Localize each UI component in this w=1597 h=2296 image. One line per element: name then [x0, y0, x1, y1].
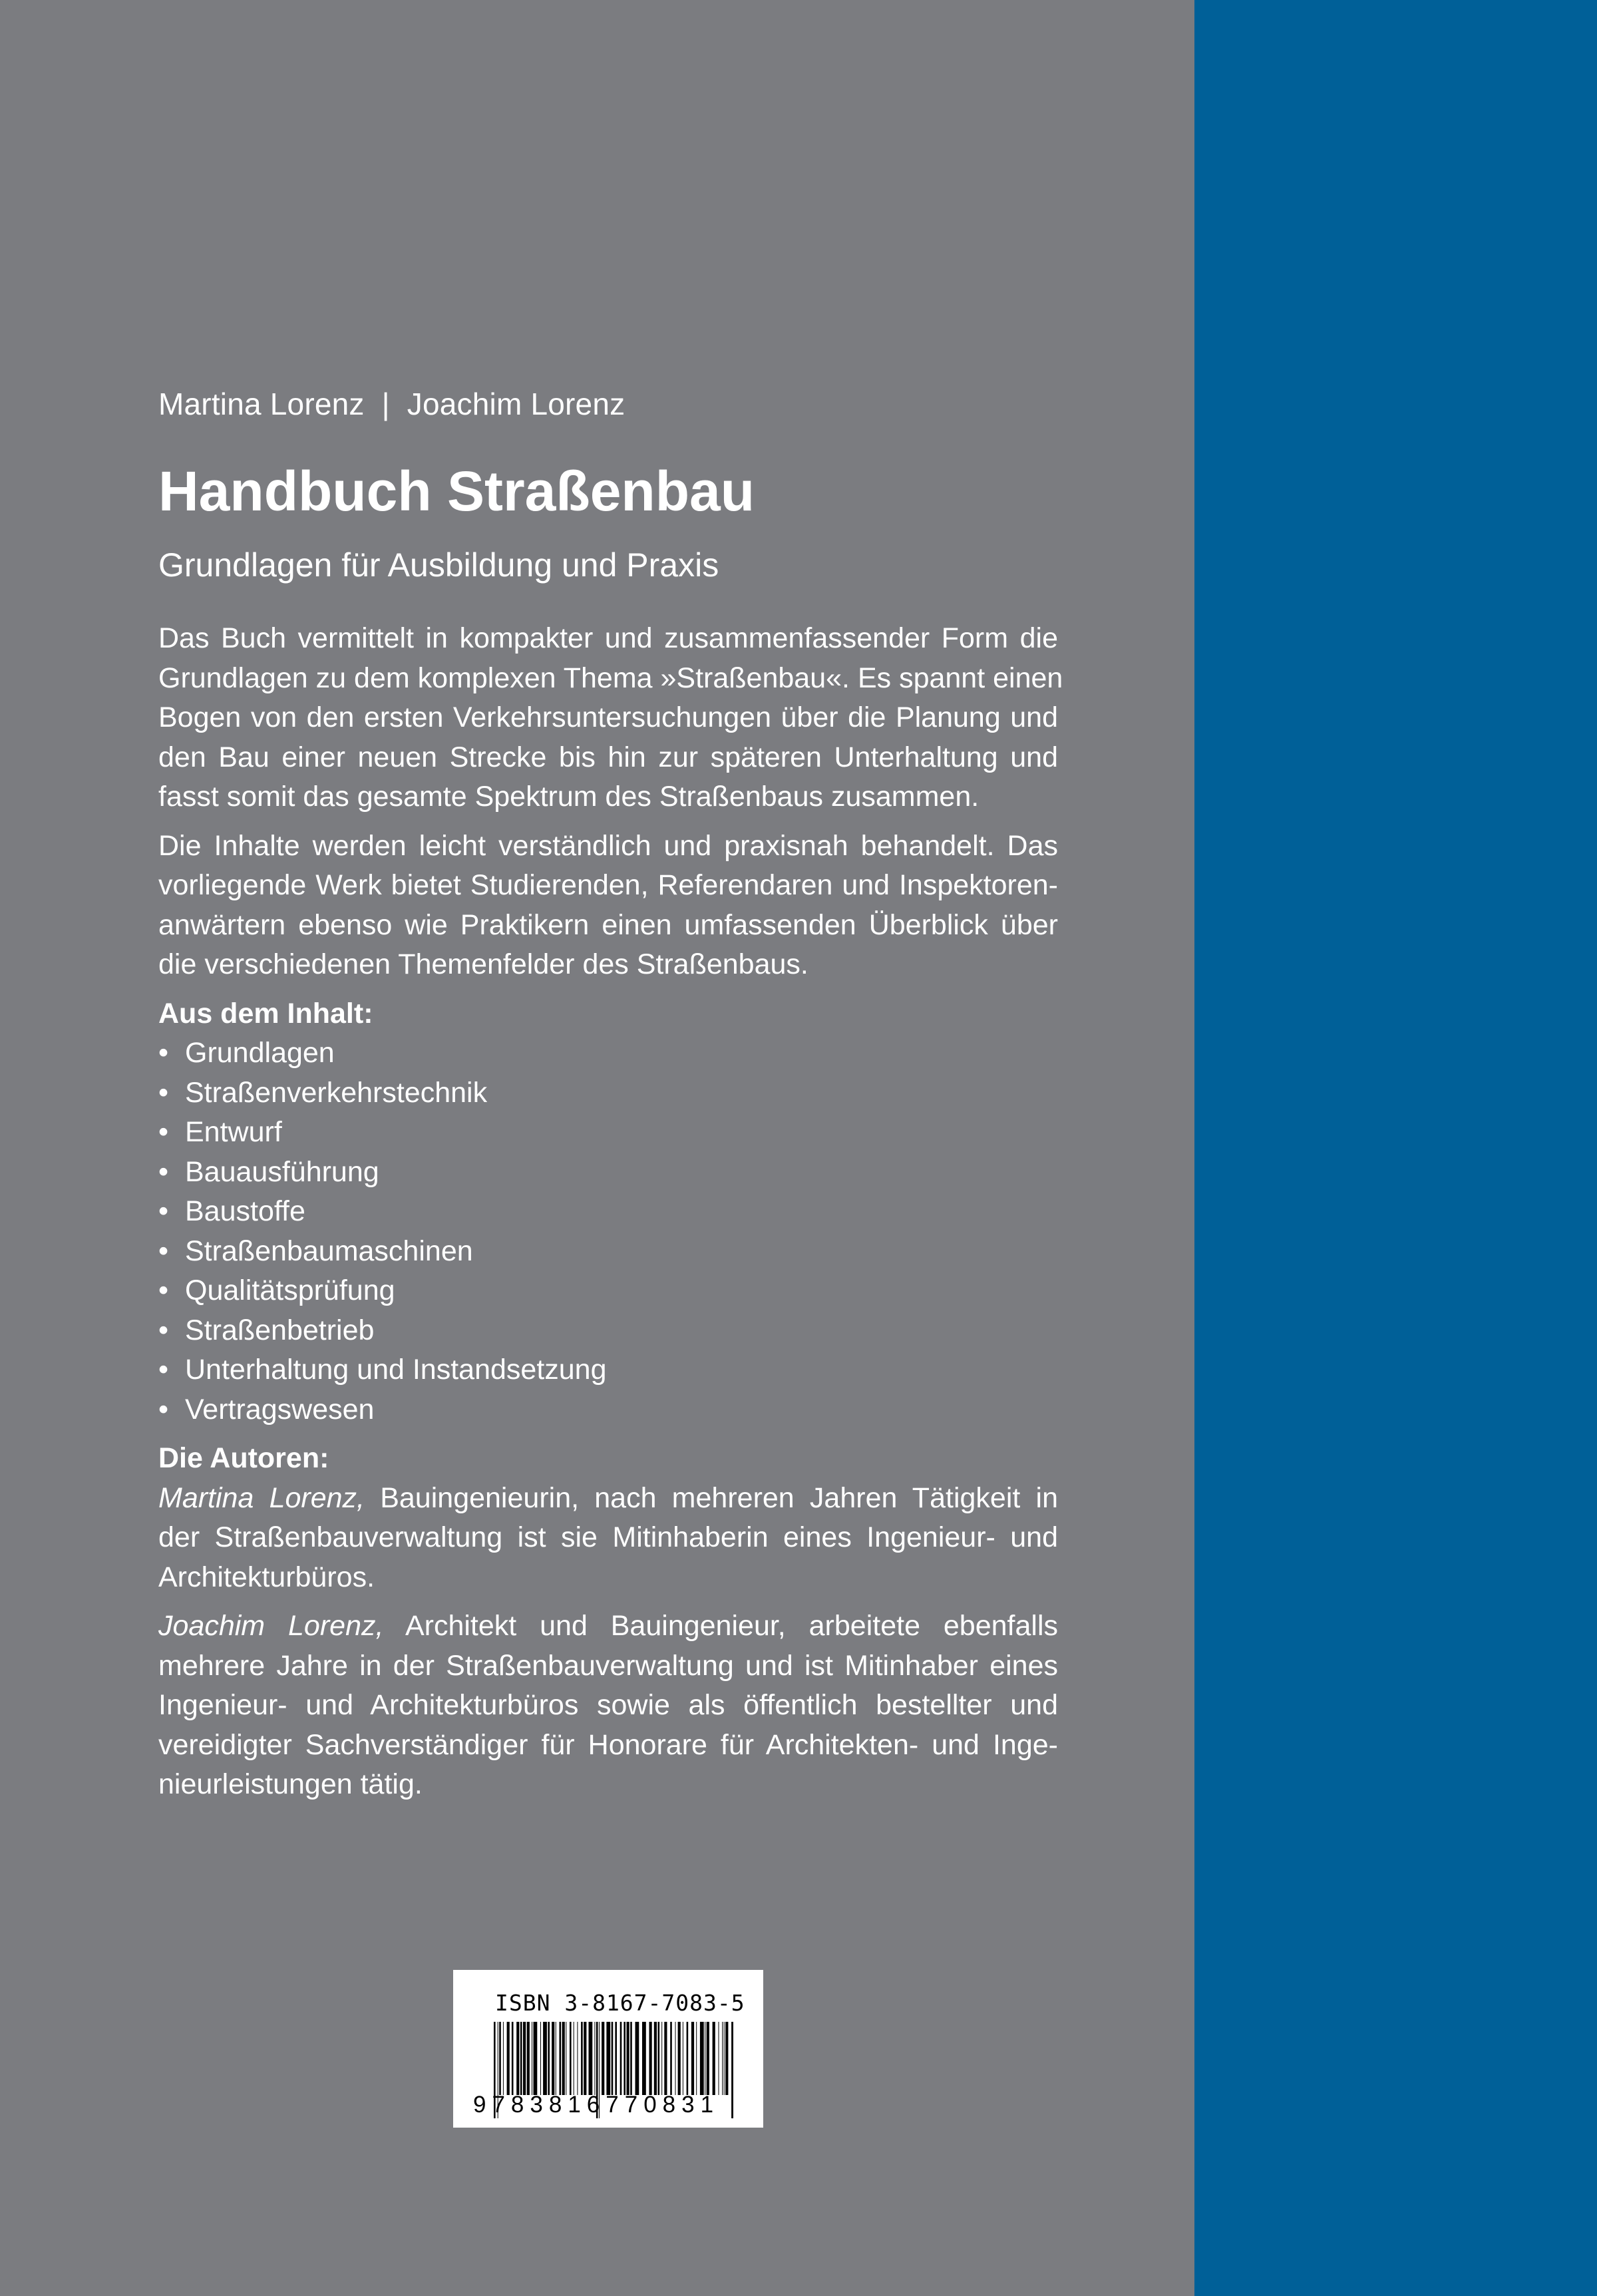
- barcode-bar: [664, 2022, 667, 2095]
- barcode-bar: [724, 2022, 725, 2095]
- description-paragraph: [158, 619, 1063, 817]
- barcode-bar: [523, 2022, 526, 2095]
- barcode-bar: [731, 2022, 733, 2118]
- list-item: [158, 1311, 1058, 1351]
- list-item: [158, 1390, 1058, 1430]
- barcode-bar: [581, 2022, 583, 2095]
- text-line: fasst somit das gesamte Spektrum des Straßenbaus zusammen.: [158, 781, 979, 813]
- list-item-label: Baustoffe: [185, 1195, 305, 1227]
- barcode-bar: [725, 2022, 728, 2095]
- text-segment: Architekturbüros.: [158, 1561, 375, 1593]
- barcode-bar: [520, 2022, 522, 2095]
- barcode-bar: [713, 2022, 715, 2095]
- bullet-icon: •: [158, 1314, 169, 1346]
- text-segment: Bauingenieurin, nach mehreren Jahren Tätigkeit in: [365, 1481, 1058, 1514]
- barcode-bar: [594, 2022, 595, 2095]
- barcode-bar: [700, 2022, 704, 2095]
- barcode-bar: [623, 2022, 625, 2095]
- text-line: [158, 1726, 1058, 1766]
- barcode-bar: [627, 2022, 629, 2095]
- barcode-bar: [670, 2022, 672, 2095]
- bullet-icon: •: [158, 1037, 169, 1069]
- list-item-label: Unterhaltung und Instandsetzung: [185, 1354, 607, 1386]
- text-segment: nieurleistungen tätig.: [158, 1768, 423, 1800]
- barcode-bar: [570, 2022, 572, 2095]
- text-segment: mehrere Jahre in der Straßenbauverwaltung und ist Mitinhaber eines: [158, 1649, 1058, 1682]
- author-name: Joachim Lorenz: [407, 387, 625, 421]
- barcode-bar: [635, 2022, 639, 2095]
- text-segment: der Straßenbauverwaltung ist sie Mitinhaberin eines Ingenieur- und: [158, 1521, 1058, 1553]
- author-bio: [158, 1607, 1058, 1805]
- barcode-bar: [552, 2022, 554, 2095]
- list-item: [158, 1232, 1058, 1272]
- author-bio: [158, 1479, 1058, 1598]
- bullet-icon: •: [158, 1195, 169, 1227]
- barcode-bar: [540, 2022, 541, 2095]
- barcode-bar: [534, 2022, 538, 2095]
- barcode-bar: [606, 2022, 610, 2095]
- text-line: [158, 1558, 1058, 1598]
- list-item-label: Bauausführung: [185, 1155, 379, 1188]
- bullet-icon: •: [158, 1354, 169, 1386]
- barcode-bar: [642, 2022, 646, 2095]
- barcode-bar: [602, 2022, 604, 2095]
- text-line: [158, 1607, 1058, 1646]
- contents-list: [158, 1034, 1058, 1430]
- barcode-bar: [675, 2022, 676, 2095]
- contents-heading: Aus dem Inhalt:: [158, 997, 373, 1030]
- text-line: Grundlagen zu dem komplexen Thema »Straßenbau«. Es spannt einen: [158, 662, 1063, 694]
- barcode-bar: [654, 2022, 657, 2095]
- barcode-bar: [589, 2022, 593, 2095]
- text-line: anwärtern ebenso wie Praktikern einen umfassenden Überblick über: [158, 908, 1058, 941]
- bullet-icon: •: [158, 1235, 169, 1267]
- spine-color-strip: [1194, 0, 1597, 2296]
- text-segment: Ingenieur- und Architekturbüros sowie als öffentlich bestellter und: [158, 1689, 1058, 1721]
- list-item: [158, 1192, 1058, 1232]
- author-name: Martina Lorenz,: [158, 1481, 365, 1514]
- barcode-bar: [577, 2022, 578, 2095]
- author-name: Joachim Lorenz,: [158, 1610, 384, 1642]
- barcode-bar: [512, 2022, 514, 2095]
- list-item-label: Vertragswesen: [185, 1393, 375, 1426]
- list-item: [158, 1350, 1058, 1390]
- list-item: [158, 1073, 1058, 1113]
- text-segment: Architekt und Bauingenieur, arbeitete ebenfalls: [383, 1610, 1058, 1642]
- barcode-bar: [722, 2022, 723, 2095]
- bullet-icon: •: [158, 1076, 169, 1109]
- barcode-bar: [620, 2022, 622, 2095]
- list-item-label: Straßenverkehrstechnik: [185, 1076, 488, 1109]
- barcode-bar: [678, 2022, 681, 2095]
- barcode-bar: [630, 2022, 632, 2095]
- bullet-icon: •: [158, 1274, 169, 1306]
- text-line: [158, 1646, 1058, 1686]
- author-line: [158, 386, 625, 422]
- text-line: Die Inhalte werden leicht verständlich und praxisnah behandelt. Das: [158, 829, 1058, 862]
- barcode-bar: [543, 2022, 547, 2095]
- list-item: [158, 1113, 1058, 1153]
- barcode-bar: [687, 2022, 689, 2095]
- list-item-label: Qualitätsprüfung: [185, 1274, 395, 1306]
- authors-heading: Die Autoren:: [158, 1442, 329, 1474]
- barcode-bar: [527, 2022, 530, 2095]
- ean-number: 9783816770831: [473, 2092, 720, 2118]
- text-line: Das Buch vermittelt in kompakter und zusammenfassender Form die: [158, 622, 1058, 654]
- isbn-label: ISBN 3-8167-7083-5: [495, 1990, 745, 2016]
- barcode-bar: [691, 2022, 694, 2095]
- book-subtitle: Grundlagen für Ausbildung und Praxis: [158, 546, 719, 584]
- bullet-icon: •: [158, 1393, 169, 1426]
- list-item-label: Straßenbetrieb: [185, 1314, 375, 1346]
- barcode-bar: [661, 2022, 662, 2095]
- text-line: Bogen von den ersten Verkehrsuntersuchungen über die Planung und: [158, 701, 1058, 733]
- list-item-label: Grundlagen: [185, 1037, 335, 1069]
- list-item: [158, 1034, 1058, 1073]
- list-item: [158, 1271, 1058, 1311]
- barcode-bar: [584, 2022, 586, 2095]
- barcode-bar: [649, 2022, 652, 2095]
- list-item-label: Entwurf: [185, 1116, 282, 1148]
- barcode-bar: [696, 2022, 697, 2095]
- barcode-bar: [658, 2022, 660, 2095]
- description-paragraph: [158, 827, 1058, 985]
- isbn-barcode: [453, 1970, 763, 2128]
- barcode-bar: [707, 2022, 709, 2095]
- barcode-bar: [548, 2022, 550, 2095]
- author-name: Martina Lorenz: [158, 387, 365, 421]
- barcode-bar: [615, 2022, 617, 2095]
- text-line: vorliegende Werk bietet Studierenden, Referendaren und Inspektoren-: [158, 869, 1058, 901]
- barcode-bar: [503, 2022, 504, 2095]
- text-line: [158, 1479, 1058, 1519]
- text-line: [158, 1686, 1058, 1726]
- barcode-bar: [560, 2022, 562, 2095]
- bullet-icon: •: [158, 1116, 169, 1148]
- author-separator: |: [381, 387, 390, 421]
- list-item-label: Straßenbaumaschinen: [185, 1235, 473, 1267]
- bullet-icon: •: [158, 1155, 169, 1188]
- barcode-bar: [499, 2022, 501, 2095]
- text-line: [158, 1518, 1058, 1558]
- list-item: [158, 1153, 1058, 1193]
- barcode-bar: [507, 2022, 510, 2095]
- book-title: Handbuch Straßenbau: [158, 460, 755, 522]
- text-line: [158, 1765, 1058, 1805]
- text-line: den Bau einer neuen Strecke bis hin zur späteren Unterhaltung und: [158, 741, 1058, 773]
- barcode-bar: [612, 2022, 614, 2095]
- text-line: die verschiedenen Themenfelder des Straßenbaus.: [158, 948, 808, 980]
- barcode-bar: [516, 2022, 519, 2095]
- description-body: [158, 619, 1063, 1814]
- barcode-bar: [562, 2022, 565, 2095]
- text-segment: vereidigter Sachverständiger für Honorare für Architekten- und Inge-: [158, 1728, 1058, 1761]
